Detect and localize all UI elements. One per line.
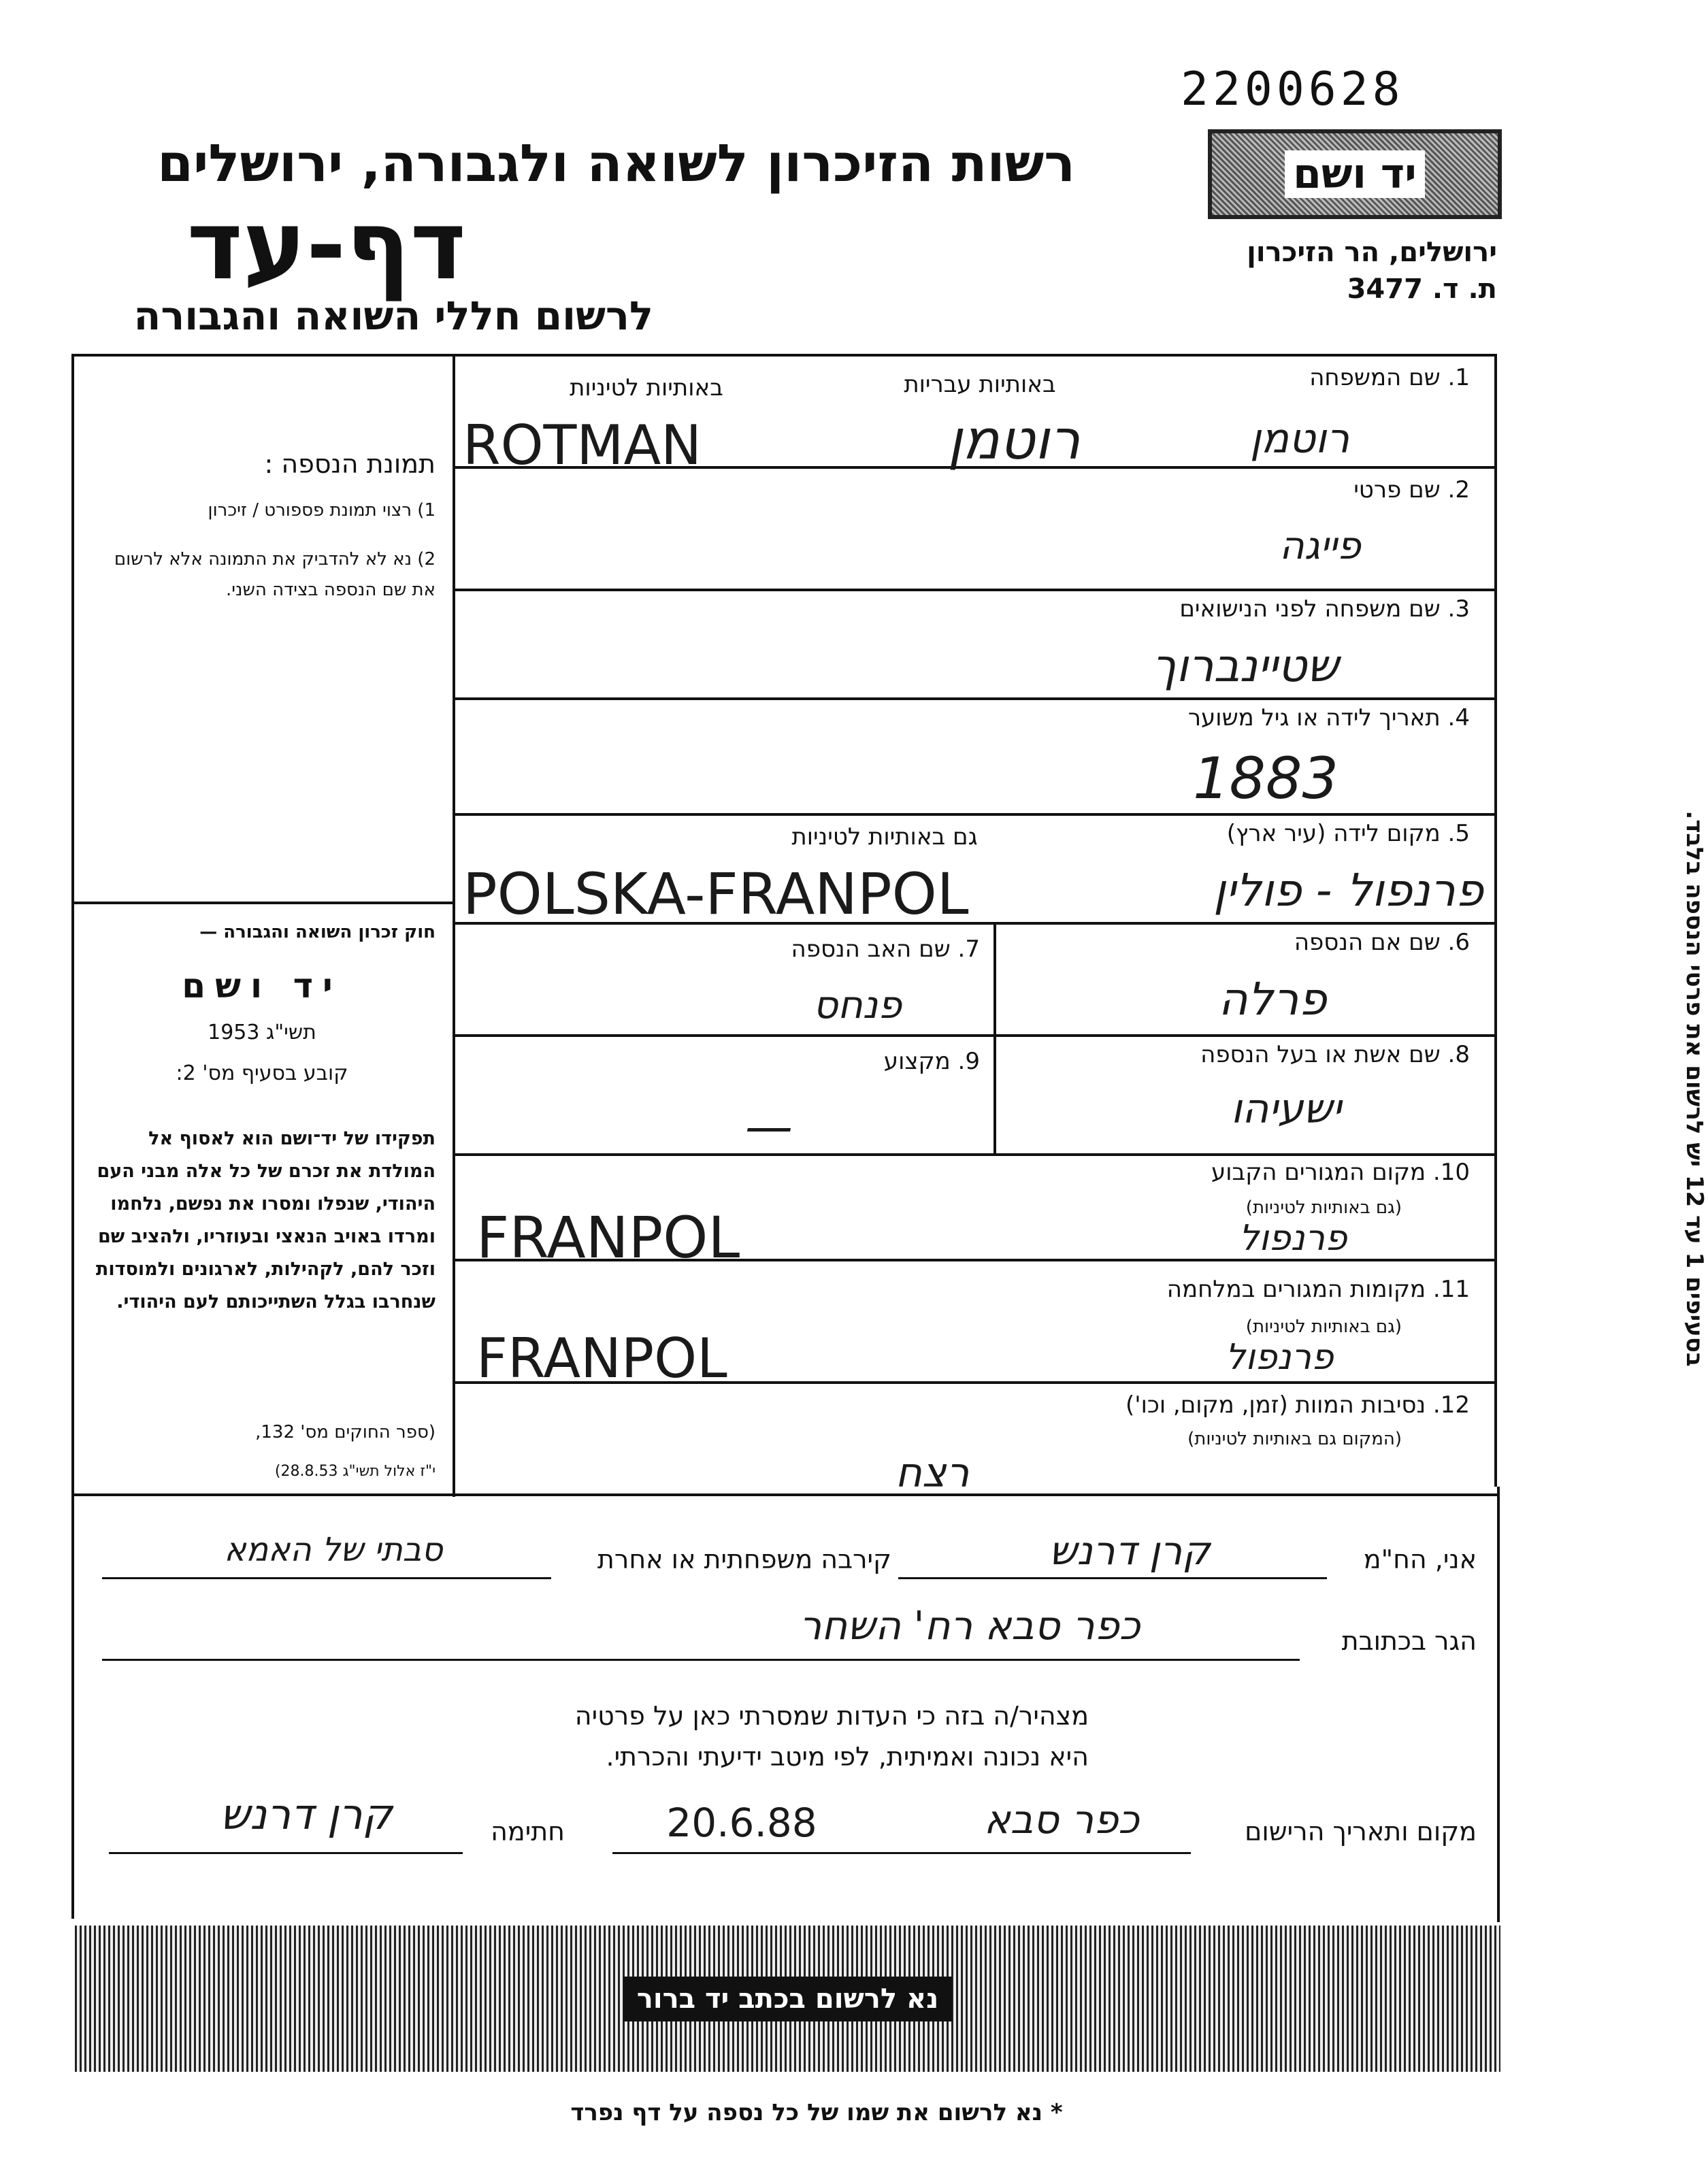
law-date: י"ז אלול תשי"ג 28.8.53) [274, 1463, 436, 1480]
field-1-label: 1. שם המשפחה [1309, 364, 1470, 391]
field-2-label: 2. שם פרטי [1353, 476, 1470, 503]
field-12-value: רצח [895, 1449, 970, 1497]
left-panel-divider [71, 902, 454, 904]
law-name: יד ושם [182, 966, 342, 1006]
field-7-value: פנחס [812, 983, 902, 1027]
relation-value: סבתי של האמא [224, 1531, 443, 1569]
place-value: כפר סבא [983, 1796, 1139, 1843]
field-4-label: 4. תאריך לידה או גיל משוער [1187, 704, 1470, 731]
field-2-value: פייגה [1279, 524, 1361, 568]
place-date-label: מקום ותאריך הרישום [1245, 1817, 1477, 1847]
page-subtitle: לרשום חללי השואה והגבורה [133, 293, 653, 339]
footer-band [75, 1926, 1500, 2072]
field-11-value-latin: FRANPOL [476, 1327, 727, 1390]
field-10-label: 10. מקום המגורים הקבוע [1211, 1159, 1470, 1186]
field-6-value: פרלה [1218, 973, 1327, 1025]
address-line [102, 1659, 1300, 1661]
page-title: דף-עד [186, 191, 466, 301]
field-1-hebrew-column: באותיות עבריות [904, 371, 1056, 398]
field-11-label: 11. מקומות המגורים במלחמה [1166, 1276, 1470, 1303]
field-10-value-latin: FRANPOL [476, 1204, 740, 1271]
side-note: בסעיפים 1 עד 12 יש לרשום את פרטי הנספה בלבד. [1681, 810, 1708, 1367]
frame-left [71, 354, 74, 1919]
law-heading: חוק זכרון השואה והגבורה — [199, 922, 436, 942]
field-1-value-latin: ROTMAN [463, 414, 702, 477]
statement-line-2: היא נכונה ואמיתית, לפי מיטב ידיעתי והכרתי. [606, 1742, 1089, 1772]
address-line-1: ירושלים, הר הזיכרון [1247, 237, 1497, 268]
frame-right [1494, 354, 1497, 1487]
yad-vashem-logo [1208, 129, 1502, 219]
law-year: תשי"ג 1953 [208, 1021, 316, 1044]
photo-note-1: 1) רצוי תמונת פספורט / זיכרון [208, 500, 436, 521]
address-label: הגר בכתובת [1341, 1626, 1477, 1656]
field-5-value-hebrew: פרנפול - פולין [1213, 864, 1483, 916]
frame-mid [71, 1493, 1497, 1496]
field-1-value-script: רוטמן [1249, 415, 1350, 463]
field-3-label: 3. שם משפחה לפני הנישואים [1179, 595, 1470, 623]
address-value: כפר סבא רח' השחר [799, 1602, 1140, 1649]
field-12-label: 12. נסיבות המוות (זמן, מקום, וכו') [1125, 1391, 1470, 1419]
field-8-value: ישעיהו [1230, 1085, 1342, 1133]
row-line-6 [453, 1034, 1496, 1037]
address-line-2: ת. ד. 3477 [1347, 274, 1497, 305]
declarant-value: קרן דרנש [1049, 1527, 1211, 1574]
declarant-label: אני, הח"מ [1363, 1545, 1477, 1574]
field-9-value: — [745, 1099, 793, 1155]
field-8-label: 8. שם אשת או בעל הנספה [1200, 1041, 1470, 1068]
signature-label: חתימה [491, 1817, 565, 1847]
signature-value: קרן דרנש [220, 1789, 393, 1839]
field-12-note: (המקום גם באותיות לטיניות) [1187, 1429, 1402, 1449]
field-1-latin-column: באותיות לטיניות [570, 374, 723, 401]
field-5-latin-column: גם באותיות לטיניות [791, 823, 978, 850]
field-5-label: 5. מקום לידה (עיר ארץ) [1226, 820, 1470, 847]
col-divider-6-7 [993, 922, 996, 1153]
panel-divider [453, 354, 455, 1497]
frame-top [71, 354, 1497, 357]
row-line-2 [453, 589, 1496, 591]
row-line-4 [453, 813, 1496, 816]
footer-note: * נא לרשום את שמו של כל נספה על דף נפרד [570, 2099, 1063, 2126]
field-4-value: 1883 [1193, 745, 1339, 812]
date-value: 20.6.88 [666, 1800, 817, 1846]
field-5-value-latin: POLSKA-FRANPOL [463, 861, 969, 927]
authority-title: רשות הזיכרון לשואה ולגבורה, ירושלים [157, 133, 1075, 193]
law-text: תפקידו של יד־ושם הוא לאסוף אל המולדת את זכרם של כל אלה מבני העם היהודי, שנפלו ומסרו את נפשם, נלחמו ומרדו באויב הנאצי ובעוזריו, ולהציב שם וזכר להם, לקהילות, לארגונים ולמוסדות שנחרבו בגלל השתייכותם לעם היהודי. [95, 1128, 436, 1312]
field-6-label: 6. שם אם הנספה [1294, 929, 1470, 956]
field-10-value-hebrew: פרנפול [1238, 1218, 1347, 1259]
footer-band-text: נא לרשום בכתב יד ברור [623, 1977, 953, 2021]
logo-text: יד ושם [1285, 150, 1425, 198]
document-number: 2200628 [1181, 63, 1405, 116]
relation-line [102, 1577, 551, 1579]
field-9-label: 9. מקצוע [883, 1048, 980, 1075]
law-clause: קובע בסעיף מס' 2: [176, 1061, 348, 1085]
field-11-note: (גם באותיות לטיניות) [1245, 1317, 1402, 1337]
place-date-line [612, 1852, 1191, 1854]
declarant-line [898, 1577, 1327, 1579]
law-source: (ספר החוקים מס' 132, [255, 1422, 436, 1442]
signature-line [109, 1852, 463, 1854]
statement-line-1: מצהיר/ה בזה כי העדות שמסרתי כאן על פרטיה [574, 1701, 1089, 1731]
photo-panel-title: תמונת הנספה : [264, 449, 436, 479]
field-3-value: שטיינברוך [1151, 640, 1339, 692]
field-7-label: 7. שם האב הנספה [791, 936, 980, 963]
field-10-note: (גם באותיות לטיניות) [1245, 1198, 1402, 1218]
row-line-7 [453, 1153, 1496, 1156]
field-11-value-hebrew: פרנפול [1225, 1337, 1334, 1378]
field-1-value-hebrew: רוטמן [947, 408, 1081, 472]
relation-label: קירבה משפחתית או אחרת [597, 1545, 891, 1574]
frame-right-lower [1497, 1487, 1500, 1922]
row-line-3 [453, 697, 1496, 700]
photo-note-2: 2) נא לא להדביק את התמונה אלא לרשום את שם הנספה בצידה השני. [114, 549, 436, 600]
